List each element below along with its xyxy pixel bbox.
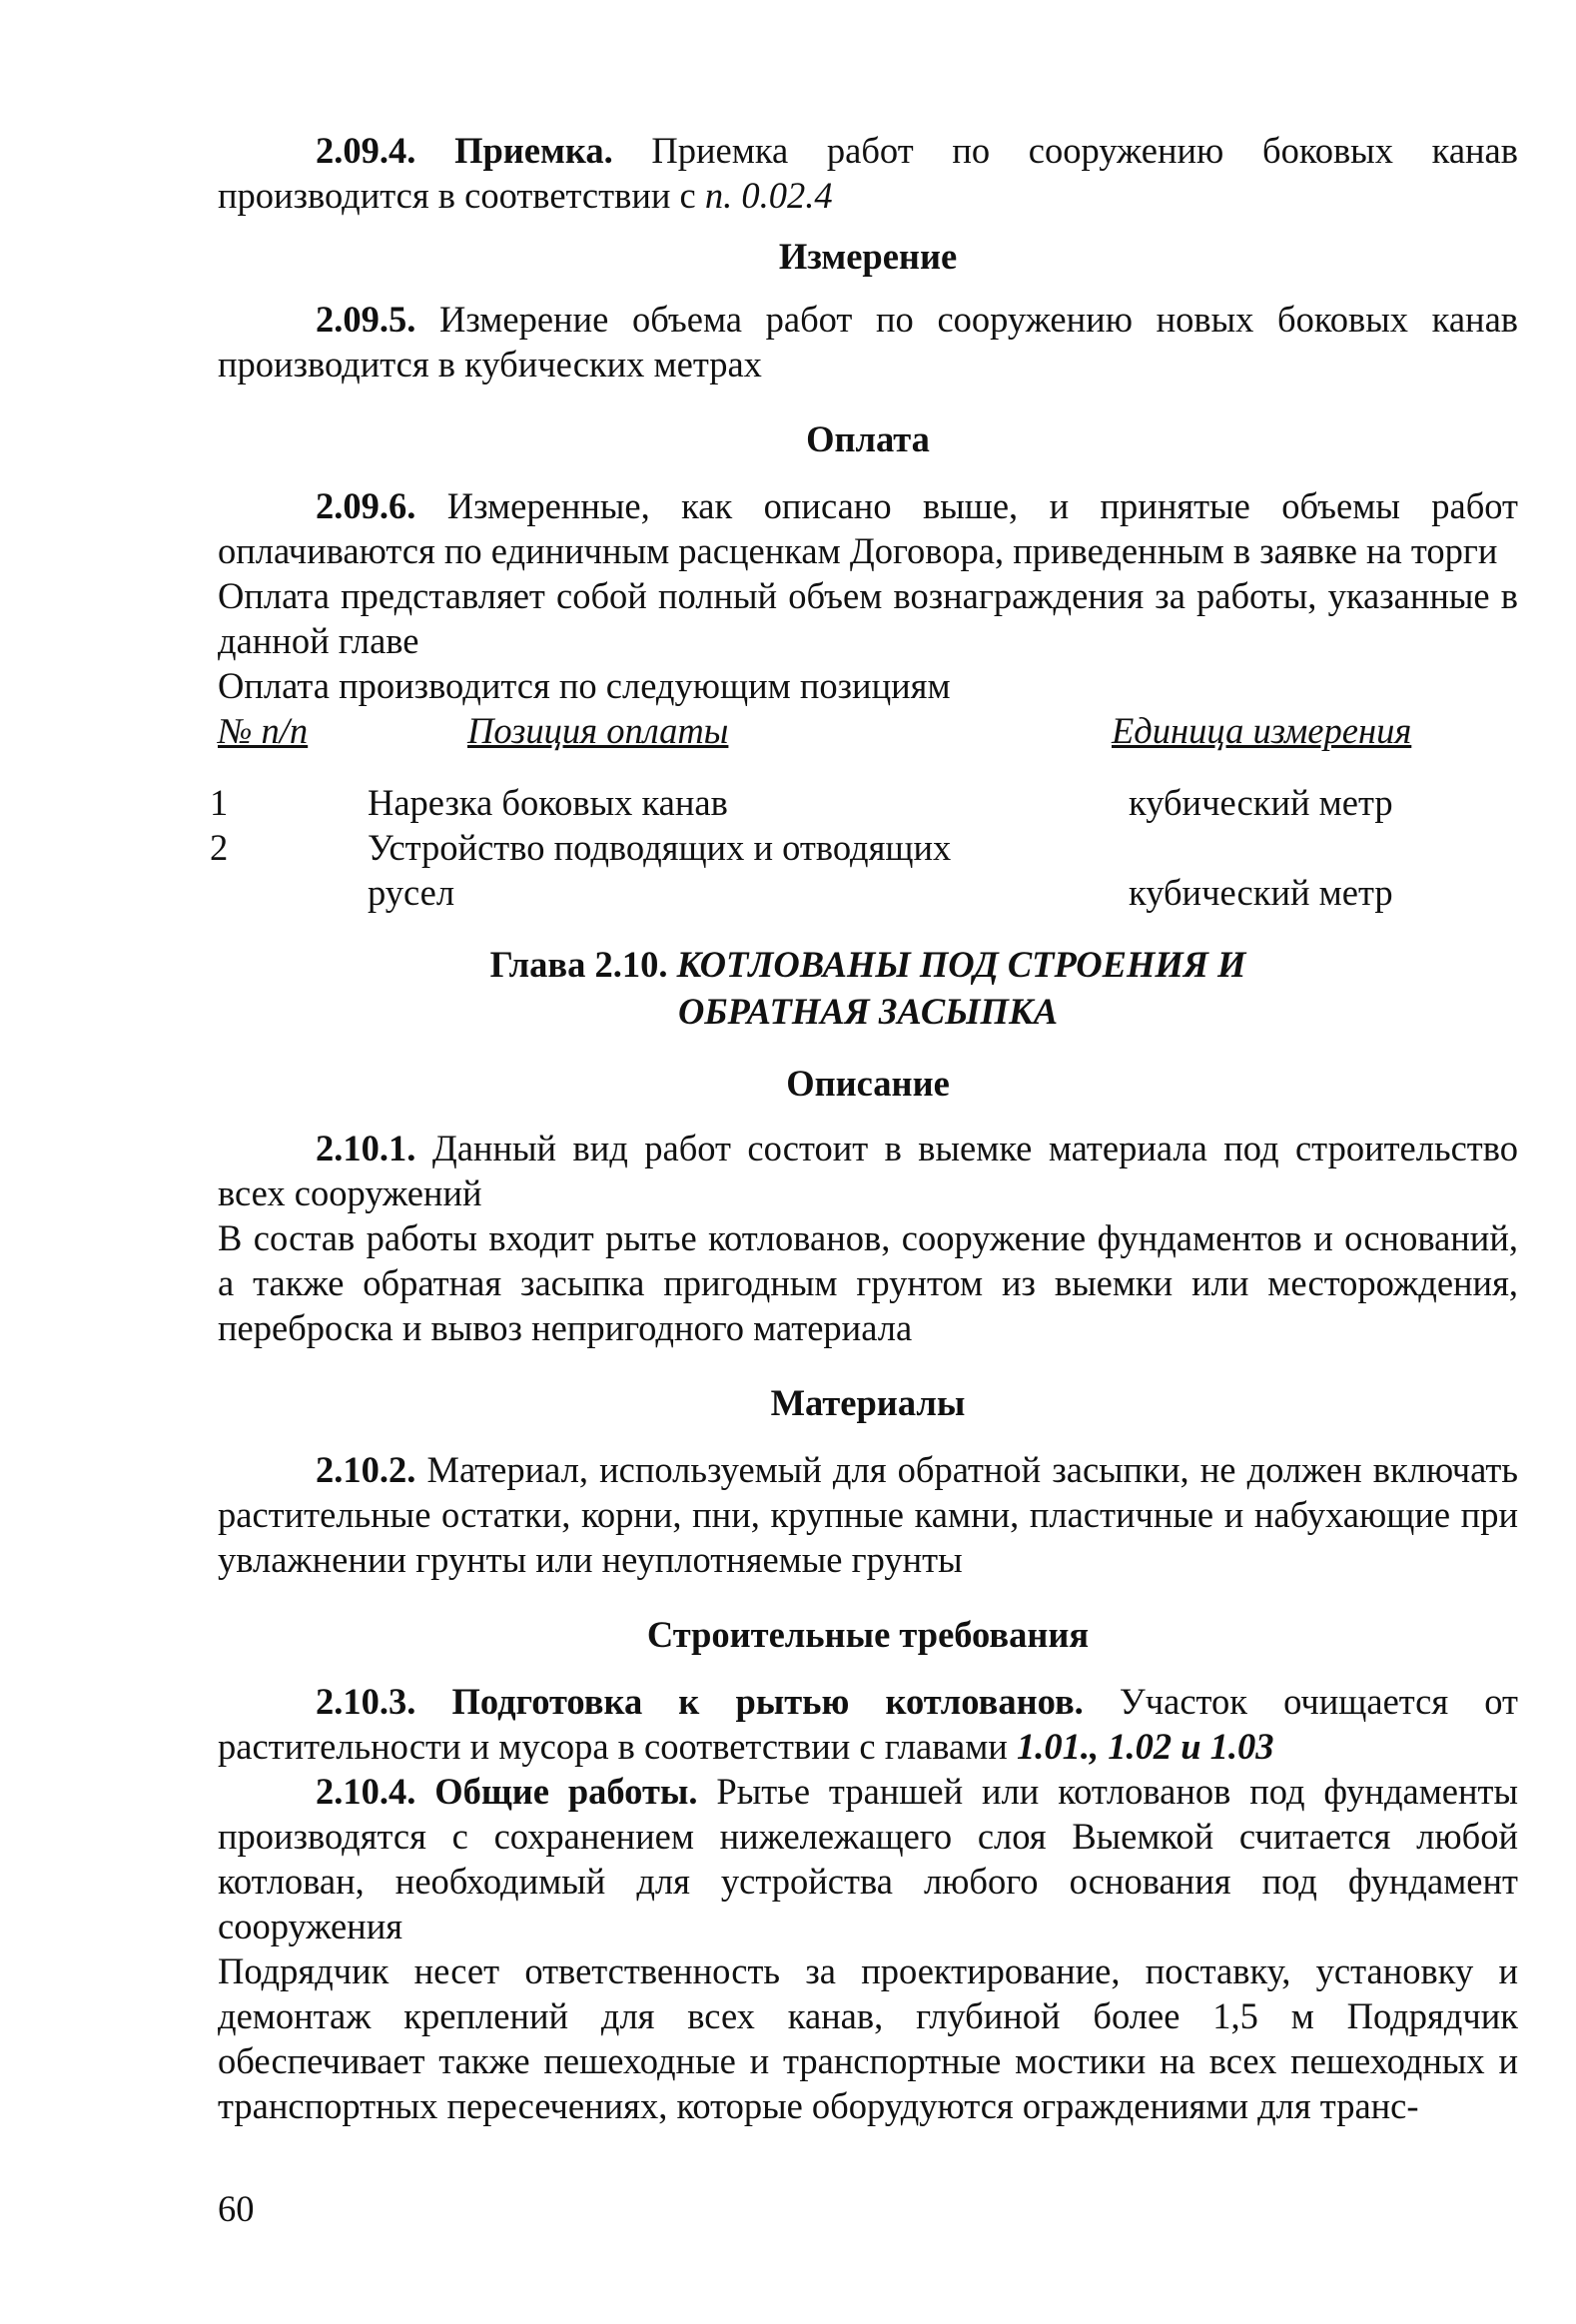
row-position: Устройство подводящих и отводящих [368, 827, 952, 868]
clause-text: Приемка работ по сооружению боковых канав производится в соответствии с [218, 130, 1518, 216]
clause-text: Данный вид работ состоит в выемке материала под строительство всех сооружений [218, 1128, 1518, 1213]
clause-title: Подготовка к рытью котлованов. [451, 1681, 1084, 1722]
clause-title: Приемка. [454, 130, 613, 171]
heading-measurement: Измерение [778, 236, 958, 277]
chapter-title [218, 941, 1518, 1035]
clause-reference: п. 0.02.4 [704, 175, 833, 216]
row-unit: кубический метр [1129, 872, 1393, 913]
paragraph-2-10-4 [218, 1769, 1518, 1948]
clause-text: Измерение объема работ по сооружению новых боковых канав производится в кубических метрах [218, 299, 1518, 385]
paragraph-contractor: Подрядчик несет ответственность за проектирование, поставку, установку и демонтаж креплений для всех канав, глубиной более 1,5 м Подрядчик обеспечивает также пешеходные и транспортные мостики на всех пешеходных и транспортных пересечениях, которые оборудуются ограждениями для транс- [218, 1950, 1518, 2126]
paragraph-2-09-4 [218, 128, 1518, 218]
paragraph-payment-items: Оплата производится по следующим позициям [218, 665, 951, 706]
clause-number: 2.10.2. [316, 1449, 416, 1490]
row-number: 1 [210, 782, 229, 823]
clause-text: Участок очищается от растительности и мусора в соответствии с главами [218, 1681, 1518, 1767]
table-row [210, 825, 1518, 870]
paragraph-composition: В состав работы входит рытье котлованов, сооружение фундаментов и оснований, а также обратная засыпка пригодным грунтом из выемки или месторождения, переброска и вывоз непригодного материала [218, 1217, 1518, 1348]
row-unit: кубический метр [1129, 782, 1393, 823]
heading-description: Описание [786, 1063, 950, 1104]
payment-table-header [218, 708, 1518, 758]
paragraph-2-09-5 [218, 297, 1518, 387]
paragraph-2-10-3 [218, 1679, 1518, 1769]
chapter-title-line1 [218, 941, 1518, 988]
heading-construction-requirements: Строительные требования [646, 1614, 1090, 1655]
column-header-unit: Единица измерения [1112, 710, 1412, 751]
row-position: Нарезка боковых канав [368, 782, 728, 823]
clause-number: 2.09.6. [316, 485, 416, 526]
clause-text: Рытье траншей или котлованов под фундаменты производятся с сохранением нижележащего слоя Выемкой считается любой котлован, необходимый для устройства любого основания под фундамент сооружения [218, 1771, 1519, 1946]
row-position: русел [368, 872, 455, 913]
table-row-continuation [218, 870, 1518, 915]
chapter-title-line2: ОБРАТНАЯ ЗАСЫПКА [677, 991, 1059, 1032]
column-header-position: Позиция оплаты [467, 710, 729, 751]
document-page [210, 128, 1519, 2128]
paragraph-2-10-2 [218, 1447, 1518, 1582]
heading-materials: Материалы [770, 1382, 966, 1423]
clause-number: 2.10.1. [316, 1128, 416, 1168]
chapter-name: КОТЛОВАНЫ ПОД СТРОЕНИЯ И [676, 944, 1246, 985]
clause-text: Измеренные, как описано выше, и принятые объемы работ оплачиваются по единичным расценкам Договора, приведенным в заявке на торги [218, 485, 1518, 571]
row-number: 2 [210, 827, 229, 868]
clause-text: Материал, используемый для обратной засыпки, не должен включать растительные остатки, корни, пни, крупные камни, пластичные и набухающие при увлажнении грунты или неуплотняемые грунты [218, 1449, 1519, 1580]
clause-reference: 1.01., 1.02 и 1.03 [1016, 1726, 1274, 1767]
clause-number: 2.09.4. [316, 130, 416, 171]
clause-number: 2.10.3. [316, 1681, 416, 1722]
clause-number: 2.10.4. [316, 1771, 416, 1812]
paragraph-2-10-1 [218, 1126, 1518, 1215]
page-number: 60 [218, 2188, 255, 2229]
column-header-number: № п/п [218, 710, 309, 751]
heading-payment: Оплата [806, 418, 930, 459]
table-row [210, 780, 1518, 825]
clause-number: 2.09.5. [316, 299, 416, 340]
clause-title: Общие работы. [434, 1771, 698, 1812]
paragraph-2-09-6 [218, 483, 1518, 573]
paragraph-payment-scope: Оплата представляет собой полный объем вознаграждения за работы, указанные в данной главе [218, 575, 1518, 661]
chapter-prefix: Глава 2.10. [489, 944, 668, 985]
